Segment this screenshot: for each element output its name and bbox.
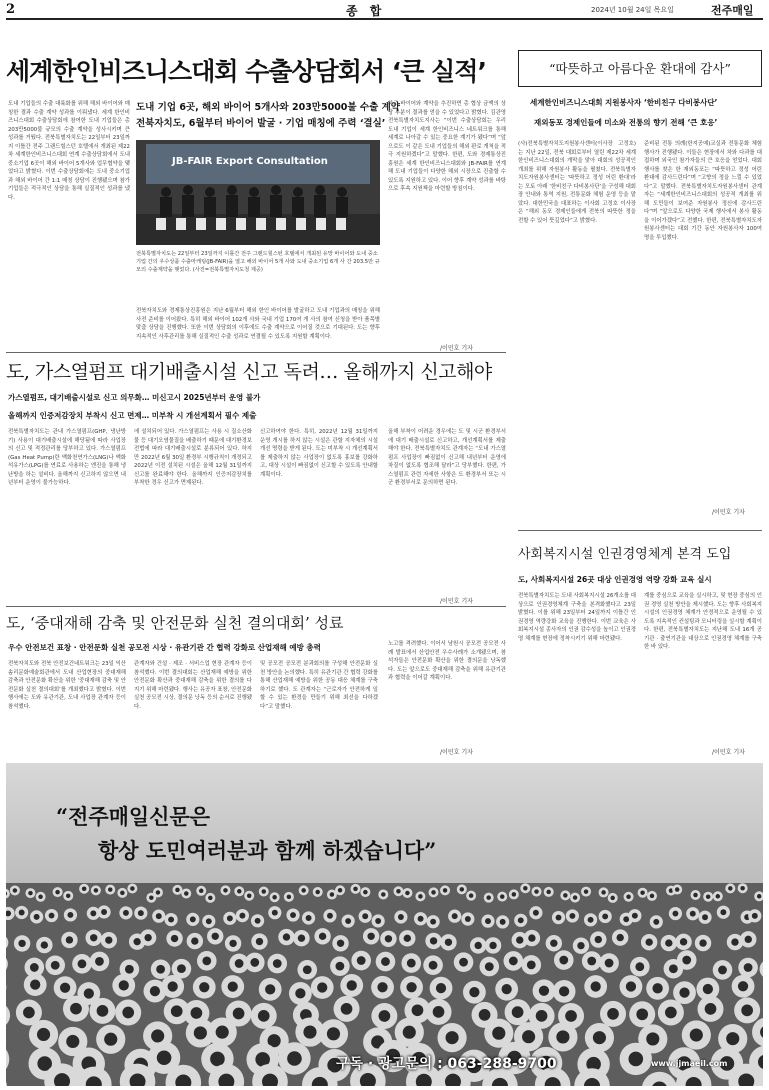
sunflower-center — [119, 980, 129, 990]
sunflower-center — [740, 886, 745, 891]
sunflower-center — [41, 941, 48, 948]
sunflower-center — [95, 957, 104, 966]
sunflower-center — [229, 940, 236, 947]
sunflower-center — [273, 959, 282, 968]
sunflower-center — [303, 965, 312, 974]
sunflower-center — [720, 909, 726, 915]
sunflower-center — [404, 935, 411, 942]
article4-byline: /이민호 기자 — [712, 509, 745, 516]
sunflower-center — [528, 934, 535, 941]
sunflower-center — [362, 913, 368, 919]
sunflower-center — [459, 958, 468, 967]
sunflower-center — [104, 1033, 117, 1046]
sunflower-center — [752, 913, 758, 919]
sunflower-center — [239, 913, 245, 919]
sunflower-center — [175, 888, 180, 893]
sunflower-center — [67, 912, 73, 918]
sunflower-center — [190, 916, 196, 922]
sunflower-center — [120, 891, 125, 896]
sunflower-center — [443, 888, 448, 892]
sunflower-center — [133, 938, 140, 945]
sunflower-center — [223, 888, 228, 893]
sunflower-center — [149, 895, 154, 900]
sunflower-center — [516, 936, 523, 943]
sunflower-center — [595, 936, 602, 943]
section-title: 종 합 — [346, 4, 386, 18]
sunflower-center — [446, 1031, 459, 1044]
sunflower-center — [430, 919, 436, 925]
sunflower-center — [379, 1010, 391, 1022]
sunflower-center — [295, 988, 305, 998]
sunflower-center — [235, 959, 244, 968]
sunflower-center — [653, 919, 659, 925]
sunflower-center — [680, 938, 687, 945]
sunflower-center — [156, 965, 165, 974]
sunflower-center — [500, 919, 506, 925]
sunflower-center — [398, 914, 404, 920]
sunflower-center — [632, 913, 638, 919]
sunflower-center — [406, 982, 416, 992]
sunflower-center — [645, 939, 652, 946]
sunflower-center — [601, 890, 606, 895]
sunflower-center — [171, 935, 178, 942]
sunflower-center — [363, 890, 368, 895]
sunflower-center — [559, 986, 569, 996]
sunflower-center — [105, 936, 112, 943]
photo-banner-text: JB-FAIR Export Consultation — [172, 156, 328, 167]
sunflower-center — [690, 911, 696, 917]
sunflower-center — [616, 934, 623, 941]
sunflower-center — [512, 1006, 524, 1018]
sunflower-center — [607, 1008, 619, 1020]
sunflower-center — [327, 913, 333, 919]
sunflower-center — [301, 888, 306, 893]
sunflower-center — [144, 934, 151, 941]
sunflower-center — [38, 895, 43, 900]
sunflower-center — [212, 933, 219, 940]
sunflower-center — [233, 1008, 245, 1020]
sunflower-center — [272, 895, 277, 900]
sunflower-center — [534, 889, 539, 894]
sunflower-center — [357, 956, 366, 965]
sunflower-center — [18, 940, 25, 947]
sunflower-center — [577, 942, 584, 949]
sunflower-center — [479, 1009, 491, 1021]
sunflower-center — [527, 960, 536, 969]
divider — [6, 606, 506, 607]
newspaper-brand: 전주매일 — [711, 4, 754, 17]
article1-subhead-2: 전북자치도, 6월부터 바이어 발굴 · 기업 매칭에 주력 ‘결실’ — [136, 118, 386, 129]
sunflower-center — [272, 910, 278, 916]
sunflower-center — [587, 957, 596, 966]
sunflower-center — [265, 984, 275, 994]
sunflower-center — [635, 962, 644, 971]
sunflower-center — [682, 956, 691, 965]
sunflower-center — [338, 888, 343, 893]
sunflower-center — [602, 913, 608, 919]
sunflower-center — [500, 894, 505, 899]
sunflower-center — [13, 888, 17, 893]
sunflower-center — [66, 894, 71, 899]
sunflower-center — [672, 911, 678, 917]
sunflower-center — [703, 984, 713, 994]
sunflower-center — [315, 890, 320, 895]
sunflower-center — [489, 942, 496, 949]
article2-subhead-1: 가스열펌프, 대기배출시설로 신고 의무화… 미신고시 2025년부터 운영 불가 — [8, 393, 261, 402]
sunflower-center — [385, 935, 392, 942]
sunflower-center — [536, 1010, 548, 1022]
article1-photo — [136, 140, 380, 245]
sunflower-center — [367, 933, 374, 940]
sunflower-center — [150, 986, 160, 996]
article3-subhead: 우수 안전보건 표창 · 안전문화 실천 공모전 시상 · 유관기관 간 협력 강화로 산업재해 예방 총력 — [8, 643, 321, 652]
sunflower-center — [465, 916, 471, 922]
sunflower-center — [690, 1028, 703, 1041]
sunflower-center — [122, 1007, 134, 1019]
sunflower-center — [726, 1032, 739, 1045]
sunflower-center — [168, 917, 174, 923]
sunflower-center — [699, 939, 706, 946]
sunflower-center — [556, 915, 562, 921]
sunflower-center — [705, 1003, 717, 1015]
article2-body-col2: 에 설치되어 있다. 가스열펌프는 사용 시 질소산화물 등 대기오염물질을 배출하기 때문에 대기환경보전법에 따라 대기배출시설로 분류되어 있다. 하지만 2022년 6월 30일 환경부 시행규칙이 개정되고 2022년 이전 설치된 시설은 올해 12월 31일까지 신고를 완료해야 한다. 올해까지 인증저감장치를 부착한 경우 신고가 면제된다. — [134, 429, 252, 486]
sunflower-center — [138, 910, 144, 916]
sunflower-center — [407, 959, 416, 968]
sunflower-center — [646, 1032, 659, 1045]
sunflower-center — [431, 890, 436, 895]
sunflower-center — [665, 939, 672, 946]
article2-subhead-2: 올해까지 인증저감장치 부착시 신고 면제… 미부착 시 개선계획서 필수 제출 — [8, 411, 257, 420]
sunflower-center — [199, 889, 204, 894]
article1-headline: 세계한인비즈니스대회 수출상담회서 ‘큰 실적’ — [6, 57, 486, 86]
caption-text: 전북특별자치도는 22일부터 23일까지 이틀간 전주 그랜드힐스턴 호텔에서 개최된 유망 바이어와 도내 중소기업 간의 우수상품 수출마케팅(JB-FAIR)을 열고 해외 바이어 5개 사와 도내 중소기업 6개 사 간 203.5만 규모의 수출계약을 맺었다. — [136, 251, 380, 273]
sunflower-center — [563, 893, 568, 898]
sunflower-center — [569, 913, 575, 919]
sunflower-center — [559, 956, 568, 965]
sunflower-center — [405, 891, 410, 896]
divider — [518, 530, 762, 531]
article5-byline: /이민호 기자 — [712, 749, 745, 756]
sunflower-center — [573, 895, 578, 900]
sunflower-center — [290, 912, 296, 918]
article2-headline: 도, 가스열펌프 대기배출시설 신고 독려… 올해까지 신고해야 — [6, 361, 492, 383]
sunflower-center — [502, 984, 512, 994]
sunflower-center — [335, 962, 344, 971]
sunflower-center — [492, 1027, 505, 1040]
sunflower-center — [191, 1007, 203, 1019]
sunflower-center — [247, 893, 252, 898]
article1-body-col3: 하고 바이어와 계약을 추진하면 총 협상 금액의 상당 부분이 결과를 얻을 수 있었다고 밝혔다. 김관영 전북특별자치도지사는 “이번 수출상담회는 우리 도내 기업이 세계 한인비즈니스 네트워크를 통해 세계로 나아갈 수 있는 중요한 계기가 됐다”며 “앞으로도 이 같은 도내 기업들의 해외 판로 개척을 적극 지원하겠다”고 말했다. 한편, 도와 경제통상진흥원은 세계 한인비즈니스대회와 JB-FAIR를 연계해 도내 기업들이 다양한 해외 시장으로 진출할 수 있도록 지원하고 있다. 이어 향후 계약 성과를 바탕으로 후속 지원책을 마련할 방침이다. — [388, 101, 506, 192]
sunflower-center — [706, 894, 711, 899]
sunflower-center — [227, 915, 233, 921]
article4-subhead-1: 세계한인비즈니스대회 지원봉사자 ‘한비친구 다비봉사단’ — [530, 98, 718, 107]
sunflower-center — [381, 957, 390, 966]
sunflower-center — [319, 933, 326, 940]
sunflower-center — [82, 887, 87, 892]
issue-date: 2024년 10월 24일 목요일 — [591, 6, 674, 14]
sunflower-center — [436, 983, 446, 993]
sunflower-center — [412, 1004, 424, 1016]
sunflower-center — [433, 1006, 445, 1018]
sunflower-center — [177, 964, 186, 973]
sunflower-center — [261, 889, 266, 894]
sunflower-center — [210, 1052, 225, 1067]
article3-body-col1: 전북자치도와 전북 안전보건네트워크는 23일 익산 솜리문화예술회관에서 도내 산업현장의 중대재해 감축과 안전문화 확산을 위한 ‘중대재해 감축 및 안전문화 실천 결의대회’를 개최했다고 밝혔다. 이번 행사에는 도와 유관기관, 도내 사업장 관계자 등이 참석했다. — [8, 661, 126, 710]
sunflower-center — [330, 892, 335, 897]
sunflower-center — [757, 894, 762, 899]
sunflower-center — [303, 1026, 316, 1039]
sunflower-center — [550, 940, 557, 947]
sunflower-center — [256, 938, 263, 945]
sunflower-center — [675, 887, 680, 892]
sunflower-center — [512, 892, 517, 897]
article4-body-col1: (사)전북특별자치도지원봉사센터(이사장 고정호)는 지난 22일, 전북 대회로부터 열린 제22차 세계한인비즈니스대회의 개막을 맞아 대회의 성공적인 개최를 위해 자원봉사 활동을 펼쳤다. 전북특별자치도자원봉사센터는 ‘따뜻하고 정성 어린 환대’라는 모토 아래 ‘한비친구 다비봉사단’을 구성해 대회장 안내와 통역 지원, 전통문화 체험 운영 등을 맡았다. 대한민국을 대표하는 이사회 고정호 이사장은 “해외 동포 경제인들에게 전북의 따뜻한 정을 전할 수 있어 뜻깊었다”고 밝혔다. — [518, 141, 636, 224]
article1-byline: /이민호 기자 — [440, 345, 473, 352]
article4-subhead-2: 재외동포 경제인들에 미소와 전통의 향기 전해 ‘큰 호응’ — [534, 118, 718, 127]
sunflower-center — [94, 888, 99, 893]
sunflower-center — [469, 893, 474, 898]
article1-body-col1: 도내 기업들의 수출 대륙화를 위해 해외 바이어와 매칭한 결과 수출 계약 성과를 이뤄냈다. 세계 한인비즈니스대회 수출상담회에 참여한 도내 기업들은 총 203만5000불 규모의 수출 계약을 성사시키며 큰 성과를 거뒀다. 전북특별자치도는 22일부터 23일까지 이틀간 전주 그랜드힐스턴 호텔에서 개최된 제22차 세계한인비즈니스대회 연계 수출상담회에서 도내 중소기업 6곳이 해외 바이어 5개사와 업무협약을 맺었다고 밝혔다. 이번 수출상담회에는 도내 중소기업과 해외 바이어 간 1:1 매칭 상담이 진행됐으며 참가 기업들은 적극적인 상담을 통해 실질적인 성과를 냈다. — [8, 101, 130, 201]
sunflower-center — [206, 918, 212, 924]
article2-body-col1: 전북특별자치도는 관내 가스열펌프(GHP, 냉난방기) 사용이 대기배출시설에 해당됨에 따라 사업장의 신고 및 적정관리를 당부하고 있다. 가스열펌프(Gas Heat Pump)란 액화천연가스(LNG)나 액화석유가스(LPG)를 연료로 사용하는 엔진을 통해 냉난방을 하는 설비다. 올해까지 신고하지 않으면 내년부터 운영이 불가능하다. — [8, 429, 126, 486]
sunflower-center — [731, 938, 738, 945]
article3-body-col3: 및 공모전 공모전 분과회의를 구성해 안전문화 실천 방안을 논의했다. 특히 유관기관 간 협력 강화를 통해 산업재해 예방을 위한 공동 대응 체계를 구축하기로 했다. 도 관계자는 “근로자가 안전하게 일할 수 있는 환경을 만들기 위해 최선을 다하겠다”고 말했다. — [260, 661, 378, 710]
article2-body-col3: 신고하여야 한다. 특히, 2022년 12월 31일까지 운영 개시를 하지 않는 시설은 관할 지자체의 시설 개선 명령을 받게 된다. 도는 미부착 시 개선계획서를 제출하지 않는 사업장이 없도록 홍보를 강화하고, 대상 시설이 빠짐없이 신고할 수 있도록 안내할 계획이다. — [260, 429, 378, 478]
sunflower-center — [66, 936, 73, 943]
sunflower-center — [486, 895, 491, 900]
ad-contact-info: 구독 · 광고문의 : 063-288-9700 — [336, 1056, 557, 1072]
article5-body-col1: 전북특별자치도는 도내 사회복지시설 26개소를 대상으로 인권경영체계 구축을 본격화했다고 23일 밝혔다. 이를 위해 23일부터 24일까지 이틀간 인권경영 역량강화 교육을 진행한다. 이번 교육은 사회복지시설 종사자의 인권 감수성을 높이고 인권경영 체계를 현장에 정착시키기 위해 마련됐다. — [518, 593, 636, 642]
sunflower-center — [546, 890, 551, 895]
sunflower-center — [157, 1050, 172, 1065]
article5-body-col2: 계를 중심으로 교육을 실시하고, 및 현장 중심의 인권 경영 실천 방안을 제시했다. 도는 향후 사회복지시설의 인권경영 체계가 안정적으로 운영될 수 있도록 지속적인 컨설팅과 모니터링을 실시할 계획이다. 한편, 전북특별자치도는 지난해 도내 16개 공기관 · 출연기관을 대상으로 인권경영 체계를 구축한 바 있다. — [644, 593, 762, 650]
sunflower-center — [381, 892, 386, 897]
sunflower-center — [741, 1005, 753, 1017]
sunflower-center — [626, 981, 636, 991]
sunflower-center — [55, 890, 60, 895]
ad-slogan-line2: 항상 도민여러분과 함께 하겠습니다” — [98, 838, 437, 863]
sunflower-center — [66, 1035, 79, 1048]
divider — [6, 352, 506, 353]
sunflower-center — [228, 981, 238, 991]
ad-slogan-line1: “전주매일신문은 — [56, 804, 211, 829]
sunflower-center — [669, 964, 678, 973]
sunflower-center — [522, 1030, 535, 1043]
sunflower-center — [418, 916, 424, 922]
sunflower-center — [202, 956, 211, 965]
advertisement-banner — [6, 763, 763, 1086]
article2-byline: /이민호 기자 — [440, 598, 473, 605]
sunflower-center — [628, 1052, 643, 1067]
sunflower-center — [640, 890, 645, 895]
sunflower-center — [593, 1031, 606, 1044]
sunflower-center — [19, 910, 25, 916]
article1-body-col2: 전북자치도와 경제통상진흥원은 지난 6월부터 해외 한인 바이어를 발굴하고 도내 기업과의 매칭을 위해 사전 준비를 이어왔다. 특히 해외 바이어 102개 사와 국내 기업 170여 개 사의 참여 신청을 받아 품목별 맞춤 상담을 진행했다. 또한 이번 상담회의 이후에도 수출 계약으로 이어질 것으로 기대된다. 도는 향후 지속적인 사후관리를 통해 실질적인 수출 성과로 연결될 수 있도록 지원할 계획이다. — [136, 308, 380, 340]
sunflower-center — [693, 893, 698, 898]
article3-body-col4: 노고를 격려했다. 이어서 남원시 공모전 공모전 사례 발표에서 산업안전 우수사례가 소개됐으며, 참석자들은 안전문화 확산을 위한 결의문을 낭독했다. 도는 앞으로도 중대재해 감축을 위해 유관기관과 협력을 이어갈 계획이다. — [388, 641, 506, 681]
sunflower-center — [375, 918, 381, 924]
sunflower-center — [60, 983, 70, 993]
sunflower-center — [250, 958, 259, 967]
sunflower-center — [184, 891, 189, 896]
article4-body-col2: 준비된 전통 의례(한지공예)교실과 전통문화 체험행사가 진행됐다. 이들은 현장에서 차와 다과를 대접하며 외국인 참가자들의 큰 호응을 얻었다. 대회 행사를 찾은 한 재외동포는 “따뜻하고 정성 어린 환대에 감사드린다”며 “고향의 정을 느낄 수 있었다”고 말했다. 전북특별자치도자원봉사센터 관계자는 “세계한인비즈니스대회의 성공적 개최를 위해 도민들이 보여준 자원봉사 정신에 감사드린다”며 “앞으로도 다양한 국제 행사에서 봉사 활동을 이어가겠다”고 전했다. 한편, 전북특별자치도자원봉사센터는 대회 기간 동안 자원봉사자 100여 명을 투입했다. — [644, 141, 762, 241]
sunflower-center — [237, 889, 242, 894]
sunflower-center — [626, 894, 631, 899]
sunflower-center — [523, 886, 528, 891]
sunflower-center — [51, 961, 60, 970]
sunflower-center — [171, 1005, 183, 1017]
sunflower-center — [97, 1005, 109, 1017]
sunflower-center — [418, 894, 423, 899]
sunflower-center — [258, 1010, 270, 1022]
sunflower-center — [702, 914, 708, 920]
sunflower-center — [377, 982, 387, 992]
article5-subhead: 도, 사회복지시설 26곳 대상 인권경영 역량 강화 교육 실시 — [518, 575, 712, 584]
sunflower-center — [101, 909, 107, 915]
sunflower-center — [151, 1029, 164, 1042]
sunflower-center — [469, 987, 479, 997]
sunflower-center — [337, 940, 344, 947]
sunflower-center — [78, 959, 87, 968]
sunflower-center — [216, 1026, 229, 1039]
sunflower-center — [283, 933, 290, 940]
sunflower-center — [584, 889, 589, 894]
sunflower-center — [194, 1026, 207, 1039]
sunflower-center — [518, 917, 524, 923]
sunflower-center — [556, 1030, 569, 1043]
sunflower-center — [650, 894, 655, 899]
sunflower-center — [745, 936, 752, 943]
sunflower-center — [306, 915, 312, 921]
sunflower-center — [738, 981, 748, 991]
sunflower-center — [539, 986, 549, 996]
sunflower-center — [90, 934, 97, 941]
page-header — [6, 2, 763, 20]
sunflower-center — [37, 1028, 50, 1041]
sunflower-center — [665, 1007, 677, 1019]
article3-body-col2: 관계자와 건설 · 제조 · 서비스업 현장 관계자 등이 참석했다. 이번 결의대회는 산업재해 예방을 위한 안전문화 확산과 중대재해 감축을 위한 결의를 다지기 위해 마련됐다. 행사는 유공자 표창, 안전문화 실천 공모전 시상, 결의문 낭독 등의 순서로 진행됐다. — [134, 661, 252, 710]
sunflower-center — [123, 910, 129, 916]
article5-headline: 사회복지시설 인권경영체계 본격 도입 — [518, 547, 732, 562]
article3-headline: 도, ‘중대재해 감축 및 안전문화 실천 결의대회’ 성료 — [6, 614, 344, 632]
sunflower-center — [485, 962, 494, 971]
sunflower-center — [130, 886, 135, 891]
sunflower-center — [485, 918, 491, 924]
sunflower-center — [610, 896, 615, 901]
sunflower-center — [636, 1008, 648, 1020]
sunflower-center — [327, 1027, 340, 1040]
sunflower-center — [474, 942, 481, 949]
sunflower-center — [341, 1003, 353, 1015]
sunflower-center — [298, 935, 305, 942]
sunflower-center — [34, 914, 40, 920]
sunflower-center — [460, 887, 465, 892]
sunflower-center — [679, 988, 689, 998]
sunflower-center — [208, 896, 213, 901]
sunflower-center — [168, 981, 178, 991]
sunflower-center — [728, 886, 733, 891]
sunflower-center — [509, 957, 518, 966]
sunflower-center — [287, 895, 292, 900]
sunflower-center — [23, 1007, 35, 1019]
caption-credit: (사진=전북특별자치도청 제공) — [192, 267, 263, 273]
sunflower-center — [49, 913, 55, 919]
sunflower-center — [84, 988, 94, 998]
article1-photo-caption — [136, 250, 380, 274]
sunflower-center — [317, 982, 327, 992]
sunflower-center — [718, 966, 727, 975]
page-number: 2 — [6, 2, 16, 17]
sunflower-center — [287, 1051, 302, 1066]
sunflower-center — [430, 937, 437, 944]
sunflower-center — [452, 913, 458, 919]
sunflower-center — [347, 980, 357, 990]
article2-body-col4: 올해 부착이 어려운 경우에는 도 및 시군 환경부서에 대기 배출시설로 신고하고, 개선계획서를 제출해야 한다. 전북특별자치도 관계자는 “도내 가스열펌프 사업장이 빠짐없이 신고해 내년부터 운영에 차질이 없도록 협조해 달라”고 당부했다. 한편, 가스열펌프 관련 자세한 사항은 도 환경부서 또는 시군 환경부서로 문의하면 된다. — [388, 429, 506, 486]
sunflower-center — [156, 913, 162, 919]
sunflower-center — [652, 983, 662, 993]
sunflower-center — [716, 894, 721, 899]
sunflower-center — [605, 959, 614, 968]
sunflower-center — [125, 965, 134, 974]
sunflower-center — [623, 916, 629, 922]
sunflower-center — [255, 918, 261, 924]
ad-website: www.jjmaeil.com — [651, 1059, 728, 1068]
article3-byline: /이민호 기자 — [440, 749, 473, 756]
sunflower-center — [70, 1003, 82, 1015]
sunflower-center — [28, 891, 33, 896]
sunflower-center — [429, 961, 438, 970]
article4-box-title: “따뜻하고 아름다운 환대에 감사” — [518, 50, 762, 87]
article1-subhead-1: 도내 기업 6곳, 해외 바이어 5개사와 203만5000불 수출 계약 — [136, 102, 400, 113]
sunflower-center — [591, 981, 601, 991]
sunflower-center — [199, 982, 209, 992]
sunflower-center — [30, 979, 40, 989]
sunflower-center — [90, 910, 96, 916]
sunflower-center — [108, 887, 113, 892]
sunflower-center — [445, 939, 452, 946]
sunflower-center — [396, 889, 401, 894]
sunflower-center — [403, 1026, 416, 1039]
sunflower-center — [588, 917, 594, 923]
article1-subhead — [136, 100, 400, 132]
sunflower-center — [191, 937, 198, 944]
sunflower-center — [345, 918, 351, 924]
sunflower-center — [565, 1010, 577, 1022]
sunflower-center — [744, 963, 753, 972]
sunflower-center — [353, 887, 358, 892]
sunflower-center — [156, 890, 161, 895]
sunflower-center — [533, 910, 539, 916]
sunflower-center — [30, 963, 39, 972]
